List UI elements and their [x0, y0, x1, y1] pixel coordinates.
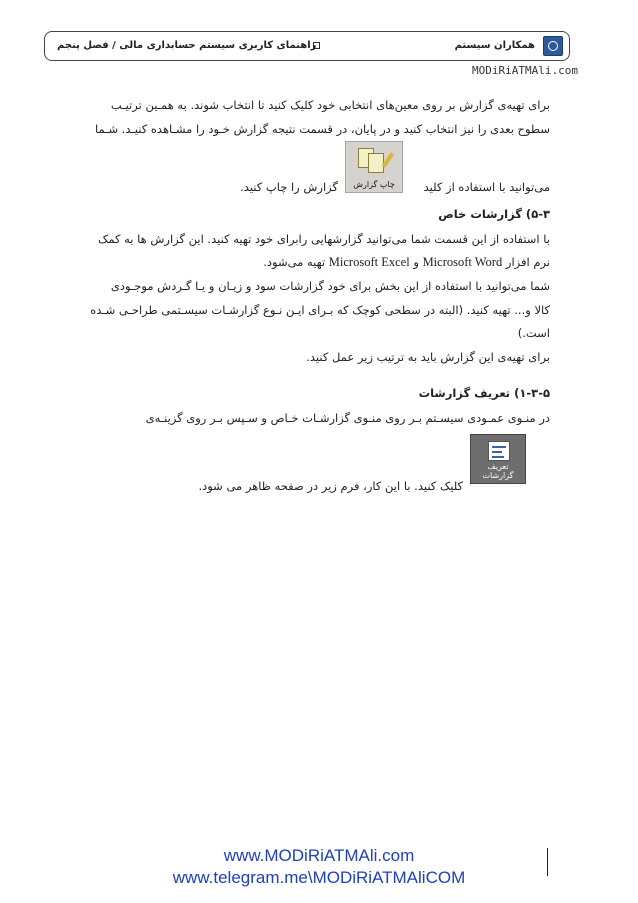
paragraph-line: کالا و... تهیه کنید. (البته در سطحی کوچک که بـرای ایـن نـوع گزارشـات سیسـتمی طراحـی شـده [90, 303, 550, 317]
header-guide-title: راهنمای کاربری سیستم حسابداری مالی / فصل پنجم [57, 40, 317, 51]
paragraph-text: تهیه می‌شود. [263, 255, 326, 269]
paragraph-line: گزارش را چاپ کنید. [240, 180, 338, 194]
paragraph-text: و [413, 255, 419, 269]
paragraph-line: در منـوی عمـودی سیسـتم بـر روی منـوی گزارشـات خـاص و سـپس بـر روی گزینـه‌ی [145, 411, 550, 425]
paragraph-line: شما می‌توانید با استفاده از این بخش برای خود گزارشات سود و زیـان و یـا گـردش موجـودی [110, 279, 550, 293]
paragraph-line: با استفاده از این قسمت شما می‌توانید گزارشهایی رابرای خود تهیه کنید. این گزارش ها به کمک [98, 232, 550, 246]
company-logo-icon [543, 36, 563, 56]
print-report-button[interactable] [345, 141, 403, 193]
define-reports-button[interactable] [470, 434, 526, 484]
subsection-heading: ۱-۳-۵) تعریف گزارشات [418, 386, 550, 400]
footer-website-link[interactable]: www.MODiRiATMAli.com [223, 846, 415, 865]
section-heading: ۵-۳) گزارشات خاص [438, 207, 550, 221]
define-reports-button-label: تعریف گزارشات [482, 462, 514, 480]
paragraph-line: می‌توانید با استفاده از کلید [423, 180, 550, 194]
header-company-name: همکاران سیستم [454, 40, 535, 51]
paragraph-line: سطوح بعدی را نیز انتخاب کنید و در پایان، در قسمت نتیجه گزارش خـود را مشـاهده کنیـد. شـما [94, 122, 550, 136]
paragraph-line: برای تهیه‌ی گزارش بر روی معین‌های انتخابی خود کلیک کنید تا انتخاب شوند. به همـین ترتیـب [110, 98, 550, 112]
print-report-button-label: چاپ گزارش [353, 180, 395, 189]
paragraph-line: است.) [517, 326, 550, 340]
paragraph-line: کلیک کنید. با این کار، فرم زیر در صفحه ظاهر می شود. [198, 479, 463, 493]
paragraph-text: نرم افزار [505, 255, 550, 269]
report-document-icon [368, 153, 384, 173]
page-header [44, 31, 570, 61]
software-name: Microsoft Word [422, 255, 503, 269]
footer-telegram-link[interactable]: www.telegram.me\MODiRiATMAliCOM [172, 868, 466, 887]
software-name: Microsoft Excel [328, 255, 410, 269]
report-chart-icon [488, 441, 510, 461]
paragraph-line [263, 255, 550, 270]
site-label: MODiRiATMAli.com [472, 64, 578, 77]
paragraph-line: برای تهیه‌ی این گزارش باید به ترتیب زیر عمل کنید. [306, 350, 550, 364]
